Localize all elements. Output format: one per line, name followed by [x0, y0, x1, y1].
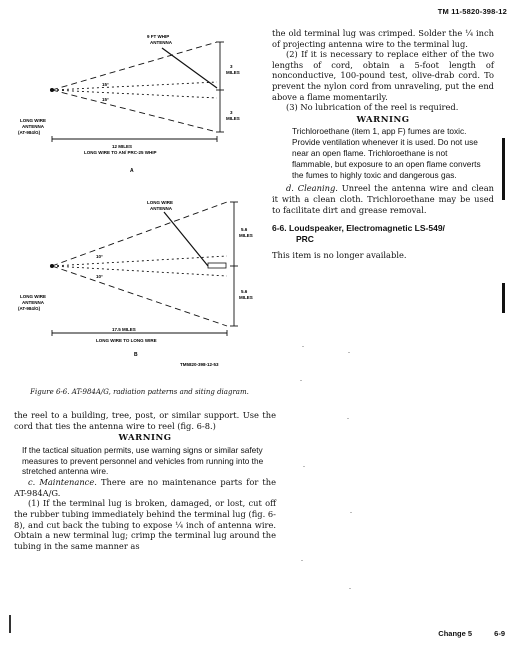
change-bar-1: [502, 138, 505, 200]
margin-mark: [9, 615, 11, 633]
right-paragraph-0: the old terminal lug was crimped. Solder the ¼ inch of projecting antenna wire to the terminal lug.: [272, 28, 494, 49]
diagram-b-lwa-3: (AT-984/G): [18, 306, 41, 311]
diagram-b-miles-bot-unit: MILES: [239, 295, 253, 300]
speck: [349, 588, 351, 589]
page-footer: [418, 629, 505, 638]
figure-label: Figure 6-6.: [30, 388, 70, 396]
diagram-b-miles-top-value: 5.6: [241, 227, 248, 232]
left-paragraph-1: the reel to a building, tree, post, or similar support. Use the cord that ties the antenna wire to reel (fig. 6-8.): [14, 410, 276, 431]
diagram-b-lwa-2: ANTENNA: [22, 300, 44, 305]
diagram-a-miles-top-unit: MILES: [226, 70, 240, 75]
diagram-b-distance: 17.5 MILES: [112, 327, 136, 332]
diagram-a-miles-top-value: 3: [230, 64, 233, 69]
cleaning-label: d. Cleaning.: [286, 183, 338, 194]
diagram-a-miles-bot-value: 3: [230, 110, 233, 115]
section-title-line-2: PRC: [296, 234, 314, 245]
diagram-a-distance-desc: LONG WIRE TO AN/ PRC-25 WHIP: [84, 150, 157, 155]
diagram-a-letter: A: [130, 168, 134, 174]
diagram-a-angle-1: 15°: [102, 82, 109, 87]
speck: [302, 346, 304, 347]
cleaning-text: Unreel the antenna wire and clean it with a clean cloth. Trichloroethane may be used to facilitate dirt and grease removal.: [272, 183, 495, 215]
lubrication-paragraph: (3) No lubrication of the reel is required.: [286, 102, 459, 113]
document-id: TM 11-5820-398-12: [437, 7, 507, 16]
speck: [348, 352, 350, 353]
speck: [347, 418, 349, 419]
cleaning-paragraph: [272, 183, 494, 215]
change-number: Change 5: [438, 629, 473, 638]
section-heading: [272, 223, 494, 245]
diagram-b-lwa-1: LONG WIRE: [20, 294, 46, 299]
left-warning-body: If the tactical situation permits, use warning signs or similar safety measures to prevent personnel and vehicles from running into the stretched antenna wire.: [22, 444, 264, 477]
right-warning-title: WARNING: [356, 114, 410, 125]
section-title-line-1: Loudspeaker, Electromagnetic LS-549/: [289, 223, 445, 234]
terminal-lug-paragraph: (1) If the terminal lug is broken, damaged, or lost, cut off the rubber tubing immediately behind the terminal lug (fig. 6-8), and cut back the tubing to expose ¼ inch of antenna wire. Obtain a new terminal lug; crimp the terminal lug around the tubing in the same manner as: [14, 498, 276, 551]
maintenance-label: c. Maintenance.: [28, 477, 97, 488]
diagram-a: [50, 42, 224, 142]
diagram-b-wire-label-1: LONG WIRE: [147, 200, 173, 205]
diagram-b-angle-2: 10°: [96, 274, 103, 279]
figure-caption: [12, 388, 267, 397]
diagram-b-miles-top-unit: MILES: [239, 233, 253, 238]
section-text: This item is no longer available.: [272, 250, 407, 261]
page-number: 6-9: [494, 629, 505, 638]
speck: [301, 560, 303, 561]
speck: [350, 512, 352, 513]
diagram-a-whip-label-1: 9 FT WHIP: [147, 34, 170, 39]
right-column: [272, 28, 494, 261]
diagram-b-miles-bot-value: 5.6: [241, 289, 248, 294]
speck: [303, 466, 305, 467]
maintenance-paragraph: [14, 477, 276, 498]
left-column: [14, 410, 276, 551]
diagram-b-distance-desc: LONG WIRE TO LONG WIRE: [96, 338, 157, 343]
change-bar-2: [502, 283, 505, 313]
diagram-b-wire-label-2: ANTENNA: [150, 206, 172, 211]
diagram-a-miles-bot-unit: MILES: [226, 116, 240, 121]
figure-reference-number: TM5820-398-12-53: [180, 362, 219, 367]
right-warning-body: Trichloroethane (item 1, app F) fumes are toxic. Provide ventilation whenever it is used. Do not use near an open flame. Trichloroethane is not flammable, but exposure to an open flame converts the fumes to highly toxic and dangerous gas.: [292, 126, 481, 180]
cord-replacement-paragraph: (2) If it is necessary to replace either of the two lengths of cord, obtain a 5-foot length of nonconductive, 100-pound test, olive-drab cord. To prevent the nylon cord from unraveling, put the end above a flame momentarily.: [272, 49, 494, 102]
diagram-a-angle-2: 15°: [102, 97, 109, 102]
figure-caption-text: AT-984A/G, radiation patterns and siting diagram.: [71, 388, 249, 396]
diagram-a-whip-label-2: ANTENNA: [150, 40, 172, 45]
diagram-a-distance: 12 MILES: [112, 144, 133, 149]
section-number: 6-6.: [272, 223, 287, 234]
diagram-b: [50, 202, 238, 336]
antenna-siting-diagrams: [12, 26, 267, 381]
diagram-a-lwa-2: ANTENNA: [22, 124, 44, 129]
left-warning-title: WARNING: [118, 433, 172, 444]
speck: [300, 380, 302, 381]
diagram-a-lwa-1: LONG WIRE: [20, 118, 46, 123]
diagram-a-lwa-3: (AT-984/G): [18, 130, 41, 135]
diagram-b-angle-1: 10°: [96, 254, 103, 259]
diagram-b-letter: B: [134, 352, 138, 358]
maintenance-text: There are no maintenance parts for the AT-984A/G.: [14, 477, 276, 498]
